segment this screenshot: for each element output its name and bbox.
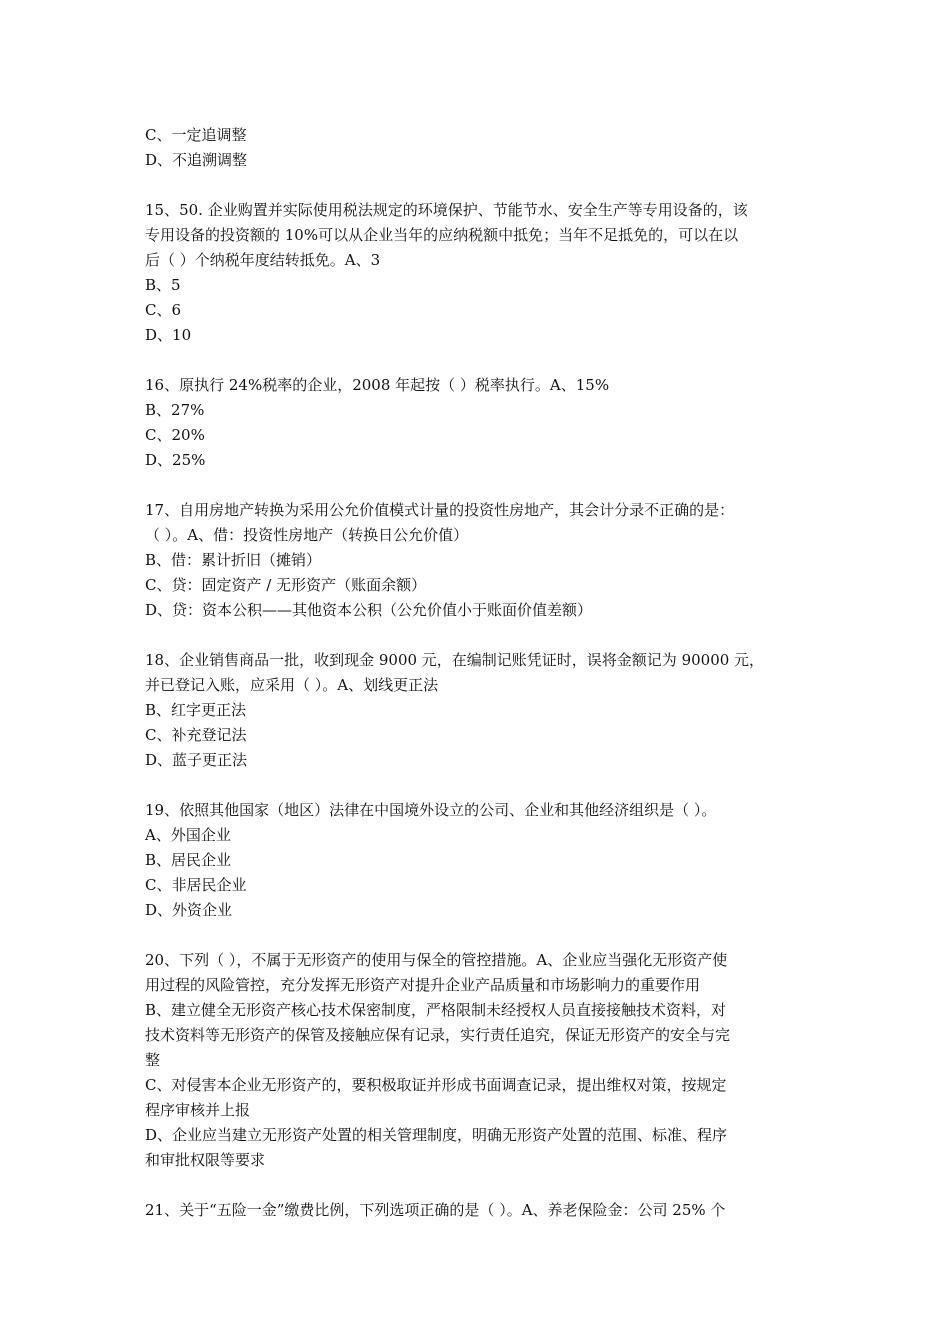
q19-stem-line-1: 19、依照其他国家（地区）法律在中国境外设立的公司、企业和其他经济组织是（ ）。 [145, 801, 717, 819]
paragraph-gap [145, 923, 810, 948]
paragraph-gap [145, 473, 810, 498]
q14-option-c: C、一定追调整 [145, 126, 247, 144]
q18-option-c: C、补充登记法 [145, 726, 247, 744]
q20-option-b-line-1: B、建立健全无形资产核心技术保密制度，严格限制未经授权人员直接接触技术资料，对 [145, 1001, 727, 1019]
paragraph-gap [145, 173, 810, 198]
q20-stem-line-1: 20、下列（ ），不属于无形资产的使用与保全的管控措施。A、企业应当强化无形资产使 [145, 951, 728, 969]
q16-option-b: B、27% [145, 401, 205, 419]
paragraph-gap [145, 1173, 810, 1198]
q20-stem-line-2: 用过程的风险管控，充分发挥无形资产对提升企业产品质量和市场影响力的重要作用 [145, 976, 701, 994]
q15-stem-line-3: 后（ ）个纳税年度结转抵免。A、3 [145, 251, 381, 269]
q15-option-d: D、10 [145, 326, 192, 344]
q19-option-c: C、非居民企业 [145, 876, 247, 894]
q17-stem-line-1: 17、自用房地产转换为采用公允价值模式计量的投资性房地产，其会计分录不正确的是： [145, 501, 735, 519]
document-body [145, 123, 810, 1223]
q14-option-d: D、不追溯调整 [145, 151, 248, 169]
q20-option-d-line-1: D、企业应当建立无形资产处置的相关管理制度，明确无形资产处置的范围、标准、程序 [145, 1126, 728, 1144]
q17-option-c: C、贷：固定资产 / 无形资产（账面余额） [145, 576, 427, 594]
q15-stem-line-1: 15、50. 企业购置并实际使用税法规定的环境保护、节能节水、安全生产等专用设备的，该 [145, 201, 748, 219]
q17-stem-line-2: （ ）。A、借：投资性房地产（转换日公允价值） [145, 526, 469, 544]
q18-option-b: B、红字更正法 [145, 701, 247, 719]
q20-option-b-line-3: 整 [145, 1051, 161, 1069]
q20-option-c-line-2: 程序审核并上报 [145, 1101, 251, 1119]
paragraph-gap [145, 348, 810, 373]
q20-option-c-line-1: C、对侵害本企业无形资产的，要积极取证并形成书面调查记录，提出维权对策，按规定 [145, 1076, 727, 1094]
q17-option-b: B、借：累计折旧（摊销） [145, 551, 322, 569]
q21-stem-line-1: 21、关于“五险一金”缴费比例，下列选项正确的是（ ）。A、养老保险金：公司 25% 个 [145, 1201, 726, 1219]
q18-stem-line-1: 18、企业销售商品一批，收到现金 9000 元，在编制记账凭证时，误将金额记为 90000 元， [145, 651, 765, 669]
q15-option-c: C、6 [145, 301, 182, 319]
q20-option-d-line-2: 和审批权限等要求 [145, 1151, 266, 1169]
q15-option-b: B、5 [145, 276, 181, 294]
q16-option-d: D、25% [145, 451, 206, 469]
q15-stem-line-2: 专用设备的投资额的 10%可以从企业当年的应纳税额中抵免；当年不足抵免的，可以在以 [145, 226, 739, 244]
q19-option-b: B、居民企业 [145, 851, 232, 869]
q19-option-d: D、外资企业 [145, 901, 233, 919]
q18-option-d: D、蓝子更正法 [145, 751, 248, 769]
q17-option-d: D、贷：资本公积——其他资本公积（公允价值小于账面价值差额） [145, 601, 593, 619]
paragraph-gap [145, 623, 810, 648]
q19-option-a: A、外国企业 [145, 826, 231, 844]
q16-stem-line-1: 16、原执行 24%税率的企业，2008 年起按（ ）税率执行。A、15% [145, 376, 610, 394]
q18-stem-line-2: 并已登记入账，应采用（ ）。A、划线更正法 [145, 676, 439, 694]
paragraph-gap [145, 773, 810, 798]
q16-option-c: C、20% [145, 426, 205, 444]
q20-option-b-line-2: 技术资料等无形资产的保管及接触应保有记录，实行责任追究，保证无形资产的安全与完 [145, 1026, 731, 1044]
